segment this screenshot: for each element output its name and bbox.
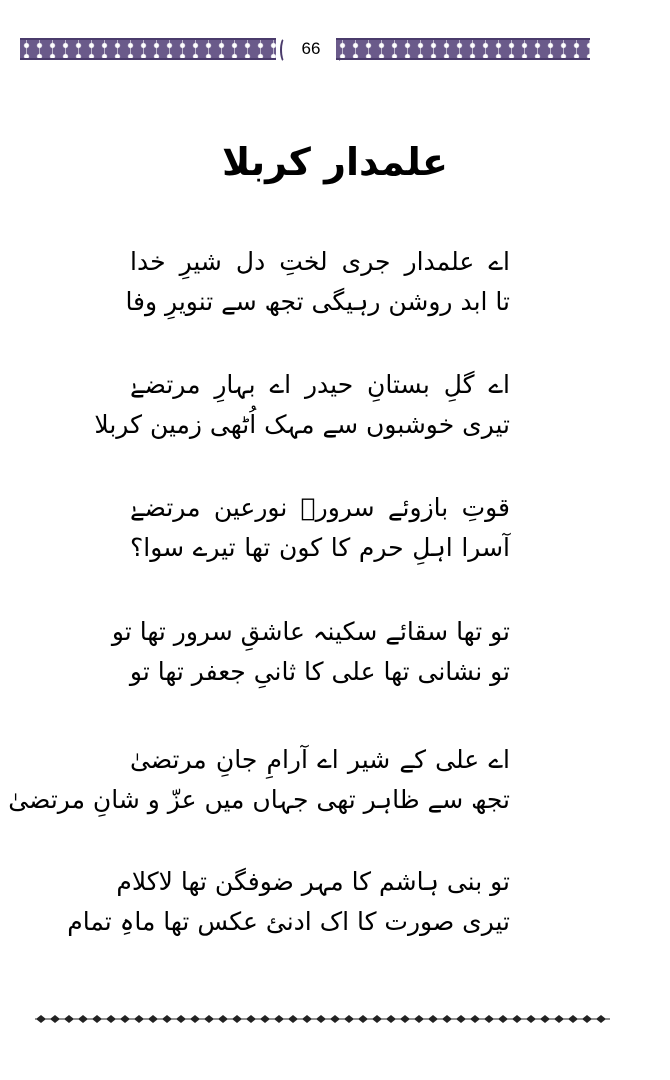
diamond-ornament bbox=[568, 1015, 578, 1023]
diamond-ornament bbox=[106, 1015, 116, 1023]
diamond-ornament bbox=[358, 1015, 368, 1023]
diamond-ornament bbox=[50, 1015, 60, 1023]
verse-line: تو نشانی تھا علی کا ثانیِ جعفر تھا تو bbox=[129, 657, 510, 686]
diamond-ornament bbox=[190, 1015, 200, 1023]
diamond-ornament bbox=[218, 1015, 228, 1023]
verse-line: تا ابد روشن رہیگی تجھ سے تنویرِ وفا bbox=[125, 287, 510, 316]
diamond-ornament bbox=[540, 1015, 550, 1023]
poem-title: علمدار کربلا bbox=[222, 140, 448, 184]
diamond-ornament bbox=[400, 1015, 410, 1023]
diamond-ornament bbox=[554, 1015, 564, 1023]
verse-line: تو تھا سقائے سکینہ عاشقِ سرور تھا تو bbox=[111, 617, 510, 646]
page-number: 66 bbox=[288, 36, 334, 62]
diamond-ornament bbox=[442, 1015, 452, 1023]
diamond-ornament bbox=[344, 1015, 354, 1023]
verse-line: آسرا اہلِ حرم کا کون تھا تیرے سوا؟ bbox=[130, 533, 510, 562]
diamond-ornament bbox=[288, 1015, 298, 1023]
diamond-ornament bbox=[162, 1015, 172, 1023]
diamond-ornament bbox=[386, 1015, 396, 1023]
diamond-ornament bbox=[176, 1015, 186, 1023]
diamond-ornament bbox=[498, 1015, 508, 1023]
diamond-ornament bbox=[372, 1015, 382, 1023]
stanza-1 bbox=[125, 242, 510, 322]
diamond-ornament bbox=[316, 1015, 326, 1023]
diamond-ornament bbox=[414, 1015, 424, 1023]
diamond-ornament bbox=[92, 1015, 102, 1023]
stanza-6 bbox=[67, 862, 510, 942]
stanza-2 bbox=[94, 365, 510, 445]
ornament-left bbox=[20, 38, 276, 60]
diamond-ornament bbox=[148, 1015, 158, 1023]
verse-line: اے علی کے شیر اے آرامِ جانِ مرتضیٰ bbox=[130, 745, 510, 774]
ornament-right bbox=[336, 38, 590, 60]
diamond-ornament bbox=[428, 1015, 438, 1023]
stanza-3 bbox=[130, 488, 510, 568]
diamond-ornament bbox=[470, 1015, 480, 1023]
diamond-ornament bbox=[274, 1015, 284, 1023]
diamond-ornament bbox=[596, 1015, 606, 1023]
diamond-ornament bbox=[582, 1015, 592, 1023]
verse-line: تیری خوشبوں سے مہک اُٹھی زمین کربلا bbox=[94, 410, 510, 439]
verse-line: اے گلِ بستانِ حیدر اے بہارِ مرتضےٰ bbox=[130, 370, 510, 399]
diamond-ornament bbox=[484, 1015, 494, 1023]
diamond-chain-ornament bbox=[35, 1013, 610, 1025]
verse-line: قوتِ بازوئے سرورؑ نورعین مرتضےٰ bbox=[130, 493, 510, 522]
bottom-ornament-rule bbox=[35, 1013, 610, 1025]
diamond-ornament bbox=[232, 1015, 242, 1023]
header-ornament-band bbox=[20, 36, 590, 62]
diamond-ornament bbox=[78, 1015, 88, 1023]
verse-line: تیری صورت کا اک ادنئ عکس تھا ماہِ تمام bbox=[67, 907, 510, 936]
verse-line: اے علمدار جری لختِ دل شیرِ خدا bbox=[130, 247, 510, 276]
diamond-ornament bbox=[456, 1015, 466, 1023]
diamond-ornament bbox=[120, 1015, 130, 1023]
diamond-ornament bbox=[526, 1015, 536, 1023]
stanza-4 bbox=[111, 612, 510, 692]
diamond-ornament bbox=[260, 1015, 270, 1023]
diamond-ornament bbox=[36, 1015, 46, 1023]
diamond-ornament bbox=[204, 1015, 214, 1023]
diamond-ornament bbox=[246, 1015, 256, 1023]
stanza-5 bbox=[8, 740, 510, 820]
diamond-ornament bbox=[330, 1015, 340, 1023]
diamond-ornament bbox=[134, 1015, 144, 1023]
diamond-ornament bbox=[64, 1015, 74, 1023]
verse-line: تجھ سے ظاہر تھی جہاں میں عزّ و شانِ مرتضیٰ bbox=[8, 785, 510, 814]
verse-line: تو بنی ہاشم کا مہر ضوفگن تھا لاکلام bbox=[116, 867, 510, 896]
diamond-ornament bbox=[302, 1015, 312, 1023]
diamond-ornament bbox=[512, 1015, 522, 1023]
